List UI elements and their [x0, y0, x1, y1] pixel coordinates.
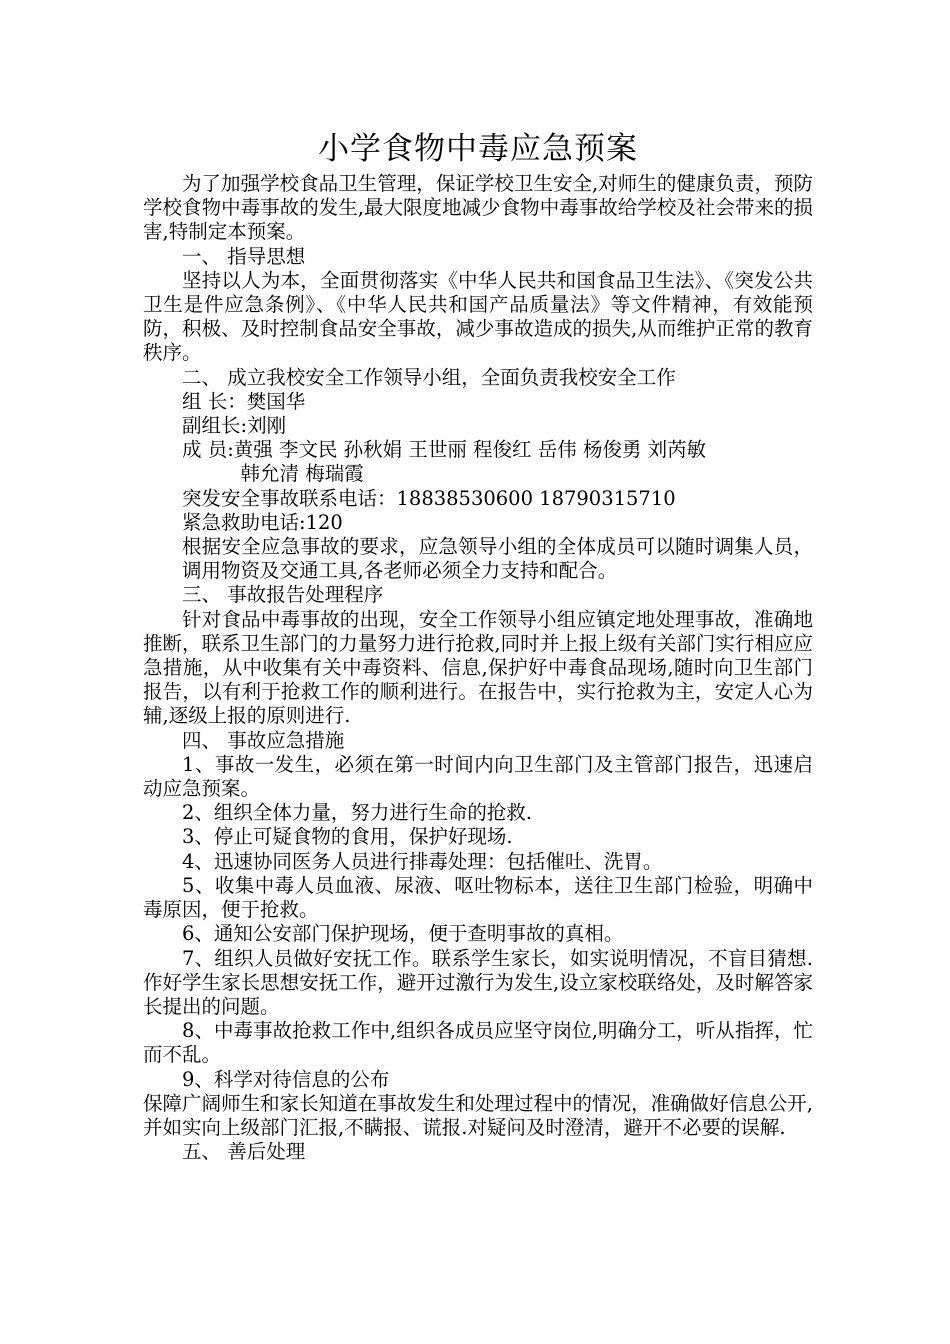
document-body	[143, 172, 813, 1164]
measure-item-2: 2、组织全体力量，努力进行生命的抢救.	[182, 801, 533, 825]
emergency-phone-line: 紧急救助电话:120	[182, 510, 343, 534]
section-paragraph-1: 坚持以人为本，全面贯彻落实《中华人民共和国食品卫生法》、《突发公共卫生是件应急条例》、《中华人民共和国产品质量法》等文件精神，有效能预防，积极、及时控制食品安全事故，减少事故造成的损失,从而维护正常的教育秩序。	[143, 268, 813, 365]
measure-item-1: 1、事故一发生，必须在第一时间内向卫生部门及主管部门报告，迅速启动应急预案。	[143, 752, 813, 801]
measure-item-4: 4、迅速协同医务人员进行排毒处理：包括催吐、洗胃。	[182, 849, 663, 873]
measure-item-5: 5、收集中毒人员血液、尿液、呕吐物标本，送往卫生部门检验，明确中毒原因，便于抢救。	[143, 873, 813, 922]
section-heading-3: 三、 事故报告处理程序	[182, 583, 384, 607]
measure-item-9-text: 保障广阔师生和家长知道在事故发生和处理过程中的情况，准确做好信息公开,并如实向上级部门汇报,不瞒报、谎报.对疑问及时澄清，避开不必要的误解.	[143, 1091, 813, 1139]
hotline-line: 突发安全事故联系电话：18838530600 18790315710	[182, 486, 676, 510]
document-title: 小学食物中毒应急预案	[318, 131, 638, 167]
leader-line: 组 长：樊国华	[182, 389, 306, 413]
section-paragraph-3: 针对食品中毒事故的出现，安全工作领导小组应镇定地处理事故，准确地推断，联系卫生部门的力量努力进行抢救,同时并上报上级有关部门实行相应应急措施，从中收集有关中毒资料、信息,保护好中毒食品现场,随时向卫生部门报告，以有利于抢救工作的顺利进行。在报告中，实行抢救为主，安定人心为辅,逐级上报的原则进行.	[143, 607, 813, 728]
measure-item-6: 6、通知公安部门保护现场，便于查明事故的真相。	[182, 922, 624, 946]
members-line-continued: 韩允清 梅瑞霞	[240, 462, 364, 486]
section-heading-5: 五、 善后处理	[182, 1140, 306, 1164]
measure-item-8: 8、中毒事故抢救工作中,组织各成员应坚守岗位,明确分工，听从指挥，忙而不乱。	[143, 1019, 813, 1067]
measure-item-9-heading: 9、科学对待信息的公布	[182, 1067, 390, 1091]
measure-item-7: 7、组织人员做好安抚工作。联系学生家长，如实说明情况，不盲目猜想.作好学生家长思想安抚工作，避开过激行为发生,设立家校联络处，及时解答家长提出的问题。	[143, 946, 813, 1018]
members-line: 成 员:黄强 李文民 孙秋娟 王世丽 程俊红 岳伟 杨俊勇 刘芮敏	[182, 438, 707, 462]
section-paragraph-2: 根据安全应急事故的要求，应急领导小组的全体成员可以随时调集人员，调用物资及交通工具,各老师必须全力支持和配合。	[182, 535, 813, 583]
document-page	[143, 126, 813, 1164]
section-heading-2: 二、 成立我校安全工作领导小组，全面负责我校安全工作	[182, 365, 676, 389]
section-heading-1: 一、 指导思想	[182, 244, 306, 268]
section-heading-4: 四、 事故应急措施	[182, 728, 345, 752]
intro-paragraph: 为了加强学校食品卫生管理，保证学校卫生安全,对师生的健康负责，预防学校食物中毒事故的发生,最大限度地减少食物中毒事故给学校及社会带来的损害,特制定本预案。	[143, 172, 813, 244]
vice-leader-line: 副组长:刘刚	[182, 414, 287, 438]
measure-item-3: 3、停止可疑食物的食用，保护好现场.	[182, 825, 513, 849]
